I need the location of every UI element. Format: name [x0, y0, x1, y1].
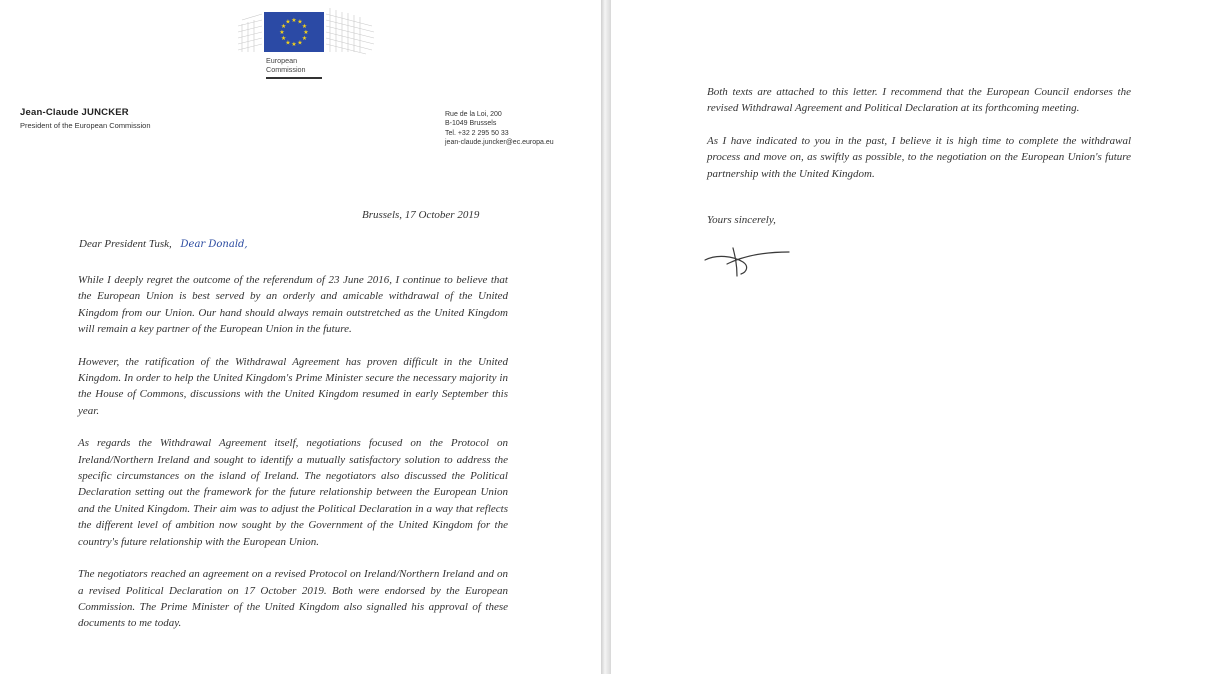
sender-address [445, 110, 554, 147]
svg-text:★: ★ [280, 23, 287, 30]
handwritten-greeting: Dear Donald, [180, 239, 248, 250]
svg-text:★: ★ [301, 23, 308, 30]
signature-icon [703, 242, 793, 278]
svg-text:★: ★ [291, 41, 297, 48]
svg-text:★: ★ [301, 35, 308, 42]
svg-text:★: ★ [285, 39, 291, 47]
eu-flag-icon [264, 12, 324, 52]
sender-block [20, 107, 151, 130]
european-commission-logo [236, 4, 376, 82]
page-gutter [601, 0, 611, 674]
paragraph: As I have indicated to you in the past, I believe it is high time to complete the withdrawal process and move on, as swiftly as possible, to the negotiation on the European Union's future partnership with the United Kingdom. [707, 134, 1131, 180]
sender-title: President of the European Commission [20, 121, 151, 130]
logo-line-2: Commission [266, 65, 306, 74]
paragraph: However, the ratification of the Withdrawal Agreement has proven difficult in the United Kingdom. In order to help the United Kingdom's Prime Minister secure the necessary majority in the House of Commons, discussions with the United Kingdom resumed in early September this year. [78, 355, 508, 417]
salutation [79, 238, 248, 250]
logo-wordmark [266, 56, 346, 74]
address-email: jean-claude.juncker@ec.europa.eu [445, 138, 554, 146]
svg-text:★: ★ [285, 18, 291, 26]
letter-date: Brussels, 17 October 2019 [362, 209, 480, 221]
paragraph: While I deeply regret the outcome of the referendum of 23 June 2016, I continue to believe that the European Union is best served by an orderly and amicable withdrawal of the United Kingdom from our Union. Our hand should always remain outstretched as the United Kingdom will remain a key partner of the European Union in the future. [78, 274, 508, 336]
letter-page-1 [0, 0, 601, 674]
svg-text:★: ★ [279, 29, 285, 36]
svg-text:★: ★ [303, 29, 309, 36]
logo-underline [266, 77, 322, 79]
paragraph: Both texts are attached to this letter. I recommend that the European Council endorses the revised Withdrawal Agreement and Political Declaration at its forthcoming meeting. [707, 86, 1131, 115]
closing: Yours sincerely, [707, 214, 776, 226]
letter-page-2 [611, 0, 1218, 674]
svg-text:★: ★ [291, 17, 297, 24]
paragraph: The negotiators reached an agreement on a revised Protocol on Ireland/Northern Ireland and on a revised Political Declaration on 17 October 2019. Both were endorsed by the European Commission. The Prime Minister of the United Kingdom also signalled his approval of these documents to me today. [78, 568, 508, 630]
logo-line-1: European [266, 56, 298, 65]
sender-name: Jean-Claude JUNCKER [20, 107, 129, 118]
svg-text:★: ★ [297, 39, 303, 47]
letter-body-page-2 [707, 84, 1131, 198]
svg-text:★: ★ [297, 18, 303, 26]
salutation-text: Dear President Tusk, [79, 238, 172, 250]
letter-body-page-1 [78, 272, 508, 648]
address-city: B-1049 Brussels [445, 120, 497, 128]
paragraph: As regards the Withdrawal Agreement itself, negotiations focused on the Protocol on Ireland/Northern Ireland and sought to identify a mutually satisfactory solution to address the specific circumstances on the island of Ireland. The negotiators also discussed the Political Declaration setting out the framework for the future relationship between the European Union and the United Kingdom. Their aim was to adjust the Political Declaration in a way that reflects the different level of ambition now sought by the Government of the United Kingdom for the country's future relationship with the European Union. [78, 437, 508, 548]
address-phone: Tel. +32 2 295 50 33 [445, 129, 509, 137]
address-street: Rue de la Loi, 200 [445, 111, 502, 118]
svg-text:★: ★ [280, 35, 287, 42]
